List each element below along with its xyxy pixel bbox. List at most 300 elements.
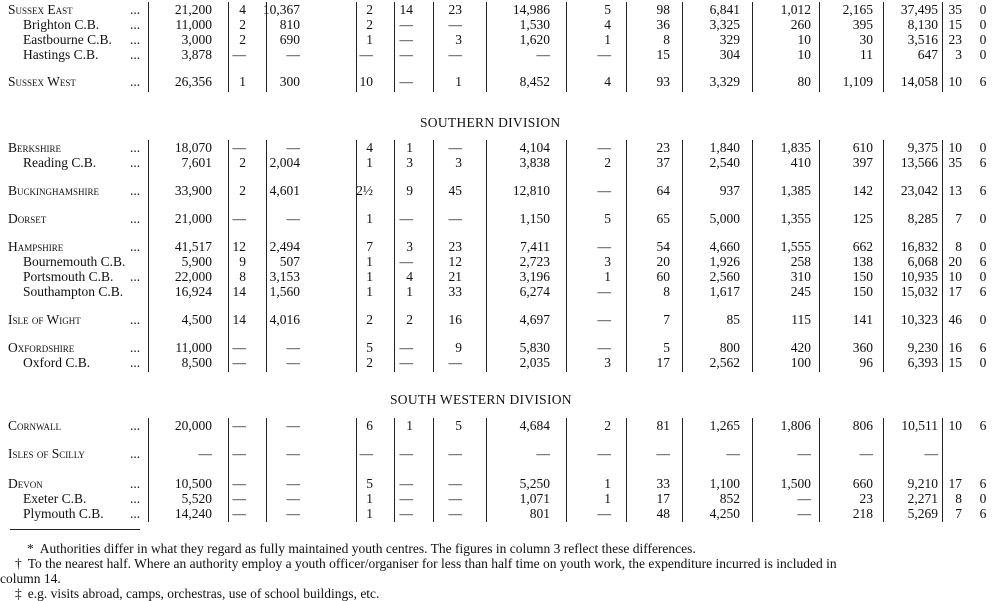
table-cell-col-10: 7 [663, 312, 670, 327]
table-cell-col-10: 65 [656, 211, 670, 226]
table-cell-col-14: 8,285 [907, 211, 938, 226]
table-cell-col-2: 16,924 [174, 284, 212, 299]
table-cell-col-15: 7 [955, 211, 962, 226]
table-cell-col-3: 8 [239, 269, 246, 284]
table-cell-col-2: 3,878 [181, 47, 212, 62]
table-cell-col-5: 7 [366, 239, 373, 254]
division-heading: SOUTHERN DIVISION [420, 115, 561, 130]
table-cell-col-5: 5 [366, 340, 373, 355]
authority-name: Isle of Wight [8, 312, 81, 327]
table-cell-col-12: 1,806 [780, 418, 811, 433]
table-cell-col-14: 10,511 [901, 418, 938, 433]
table-cell-col-6: 14 [399, 2, 413, 17]
table-cell-col-12: 258 [790, 254, 811, 269]
table-cell-col-3: — [232, 418, 246, 433]
table-cell-col-10: 60 [656, 269, 670, 284]
table-cell-col-5: — [359, 47, 373, 62]
table-cell-col-11: 1,265 [709, 418, 740, 433]
leader-dots: ... [130, 506, 141, 521]
table-cell-col-10: 48 [656, 506, 670, 521]
table-cell-col-8: 5,830 [519, 340, 550, 355]
table-cell-col-9: 2 [604, 418, 611, 433]
authority-name: Brighton C.B. [23, 17, 100, 32]
table-cell-col-7: 33 [448, 284, 462, 299]
footnote [0, 571, 995, 586]
table-cell-col-12: 1,500 [780, 476, 811, 491]
authority-name: Oxfordshire [8, 340, 75, 355]
table-cell-col-15: 15 [948, 355, 962, 370]
table-cell-col-7: 23 [448, 239, 462, 254]
table-cell-col-3: — [232, 476, 246, 491]
table-cell-col-9: — [597, 239, 611, 254]
table-cell-col-2: 21,000 [174, 211, 212, 226]
table-cell-col-14: 5,269 [907, 506, 938, 521]
table-cell-col-6: — [399, 491, 413, 506]
table-cell-col-16: 6 [979, 418, 987, 433]
table-cell-col-13: 397 [852, 155, 873, 170]
table-cell-col-7: — [448, 355, 462, 370]
table-cell-col-2: 33,900 [174, 183, 212, 198]
leader-dots: ... [130, 155, 141, 170]
table-cell-col-4: 690 [279, 32, 300, 47]
leader-dots: ... [130, 491, 141, 506]
table-cell-col-16: 0 [979, 239, 987, 254]
table-cell-col-14: 10,935 [900, 269, 938, 284]
footnote-separator [10, 529, 140, 530]
table-cell-col-5: 1 [366, 506, 373, 521]
table-cell-col-16: 0 [979, 269, 987, 284]
table-cell-col-6: 1 [406, 418, 413, 433]
table-cell-col-2: 7,601 [181, 155, 212, 170]
table-cell-col-6: — [399, 254, 413, 269]
table-cell-col-4: — [286, 47, 300, 62]
table-cell-col-16: 0 [979, 17, 987, 32]
table-cell-col-9: 1 [604, 491, 611, 506]
table-cell-col-10: 5 [663, 340, 670, 355]
authority-name: Hampshire [8, 239, 64, 254]
table-cell-col-7: 12 [448, 254, 462, 269]
table-cell-col-3: — [232, 140, 246, 155]
table-cell-col-10: 93 [656, 74, 670, 89]
table-cell-col-14: 6,393 [907, 355, 938, 370]
table-cell-col-10: 8 [663, 32, 670, 47]
table-cell-col-8: 5,250 [519, 476, 550, 491]
table-cell-col-2: 26,356 [174, 74, 212, 89]
table-cell-col-16: 6 [979, 284, 987, 299]
table-cell-col-9: — [597, 47, 611, 62]
table-cell-col-9: — [597, 340, 611, 355]
table-cell-col-9: — [597, 506, 611, 521]
table-cell-col-14: 23,042 [900, 183, 938, 198]
table-cell-col-13: 125 [852, 211, 873, 226]
authority-name: Sussex West [8, 74, 76, 89]
table-cell-col-2: 11,000 [175, 17, 212, 32]
table-cell-col-7: 3 [455, 32, 462, 47]
table-cell-col-9: — [597, 183, 611, 198]
table-cell-col-15: 3 [955, 47, 962, 62]
leader-dots: ... [130, 355, 141, 370]
table-cell-col-3: 14 [232, 284, 246, 299]
table-cell-col-8: 1,150 [519, 211, 550, 226]
table-cell-col-4: — [286, 491, 300, 506]
table-cell-col-16: 0 [979, 491, 987, 506]
authority-name: Sussex East [8, 2, 73, 17]
table-cell-col-15: 15 [948, 17, 962, 32]
table-cell-col-4: 810 [279, 17, 300, 32]
authority-name: Oxford C.B. [23, 355, 91, 370]
table-cell-col-4: — [286, 446, 300, 461]
table-cell-col-11: 800 [719, 340, 740, 355]
table-cell-col-15: 8 [955, 491, 962, 506]
table-cell-col-7: — [448, 140, 462, 155]
table-cell-col-4: — [286, 211, 300, 226]
leader-dots: ... [130, 32, 141, 47]
table-cell-col-5: 2 [366, 355, 373, 370]
table-cell-col-4: — [286, 476, 300, 491]
table-cell-col-16: 0 [979, 211, 987, 226]
table-row [0, 140, 1000, 155]
table-cell-col-8: 7,411 [520, 239, 550, 254]
table-cell-col-6: — [399, 506, 413, 521]
table-cell-col-10: 20 [656, 254, 670, 269]
table-cell-col-16: 6 [979, 155, 987, 170]
table-cell-col-9: — [597, 312, 611, 327]
table-row [0, 254, 1000, 269]
table-cell-col-8: 2,035 [519, 355, 550, 370]
table-cell-col-3: — [232, 47, 246, 62]
table-cell-col-15: 10 [948, 74, 962, 89]
table-cell-col-12: — [797, 506, 811, 521]
authority-name: Hastings C.B. [23, 47, 99, 62]
table-row [0, 269, 1000, 284]
table-cell-col-15: 17 [948, 284, 962, 299]
table-cell-col-10: 98 [656, 2, 670, 17]
leader-dots: ... [130, 312, 141, 327]
table-cell-col-15: 23 [948, 32, 962, 47]
table-cell-col-6: 3 [406, 155, 413, 170]
leader-dots: ... [130, 211, 141, 226]
table-cell-col-12: 245 [790, 284, 811, 299]
table-cell-col-12: 1,385 [780, 183, 811, 198]
table-cell-col-2: 5,900 [181, 254, 212, 269]
table-cell-col-12: 410 [790, 155, 811, 170]
footnote-text: column 14. [0, 571, 61, 586]
table-cell-col-2: 11,000 [175, 340, 212, 355]
table-row [0, 17, 1000, 32]
table-cell-col-14: 15,032 [900, 284, 938, 299]
table-cell-col-8: 4,104 [519, 140, 550, 155]
table-cell-col-11: 852 [719, 491, 740, 506]
leader-dots: ... [130, 140, 141, 155]
table-cell-col-6: — [399, 17, 413, 32]
table-cell-col-7: — [448, 47, 462, 62]
table-cell-col-11: 1,617 [709, 284, 740, 299]
table-cell-col-12: — [797, 446, 811, 461]
table-cell-col-11: 4,250 [709, 506, 740, 521]
table-cell-col-6: — [399, 340, 413, 355]
table-cell-col-8: — [536, 47, 550, 62]
table-cell-col-12: — [797, 491, 811, 506]
table-cell-col-14: 3,516 [907, 32, 938, 47]
table-cell-col-5: 4 [366, 140, 373, 155]
table-cell-col-15: 10 [948, 140, 962, 155]
table-cell-col-6: — [399, 211, 413, 226]
table-cell-col-11: 304 [719, 47, 740, 62]
table-cell-col-11: 1,100 [709, 476, 740, 491]
table-cell-col-10: 36 [656, 17, 670, 32]
table-cell-col-10: 8 [663, 284, 670, 299]
authority-name: Isles of Scilly [8, 446, 85, 461]
table-cell-col-6: — [399, 47, 413, 62]
table-cell-col-13: 1,109 [842, 74, 873, 89]
table-cell-col-8: 4,684 [519, 418, 550, 433]
table-cell-col-3: 9 [239, 254, 246, 269]
table-cell-col-6: 4 [406, 269, 413, 284]
table-cell-col-4: — [286, 418, 300, 433]
leader-dots: ... [130, 476, 141, 491]
table-cell-col-11: 2,562 [709, 355, 740, 370]
leader-dots: ... [130, 47, 141, 62]
table-cell-col-9: — [597, 284, 611, 299]
leader-dots: ... [130, 340, 141, 355]
table-cell-col-8: 6,274 [519, 284, 550, 299]
table-cell-col-13: 660 [852, 476, 873, 491]
table-cell-col-9: 1 [604, 476, 611, 491]
table-cell-col-4: 10,367 [262, 2, 300, 17]
table-cell-col-8: 1,530 [519, 17, 550, 32]
table-cell-col-7: — [448, 446, 462, 461]
table-cell-col-5: 2 [366, 2, 373, 17]
leader-dots: ... [130, 269, 141, 284]
table-cell-col-5: 10 [359, 74, 373, 89]
table-cell-col-10: 17 [656, 491, 670, 506]
authority-name: Exeter C.B. [23, 491, 87, 506]
table-cell-col-16: 0 [979, 140, 987, 155]
table-cell-col-9: 3 [604, 355, 611, 370]
table-cell-col-10: 23 [656, 140, 670, 155]
table-cell-col-15: 35 [948, 155, 962, 170]
table-cell-col-3: — [232, 446, 246, 461]
table-cell-col-7: — [448, 491, 462, 506]
footnote-mark: * [27, 541, 34, 556]
table-cell-col-7: 45 [448, 183, 462, 198]
footnote-mark: † [15, 556, 22, 571]
table-cell-col-16: 0 [979, 355, 987, 370]
table-cell-col-14: 37,495 [900, 2, 938, 17]
table-cell-col-4: 2,004 [269, 155, 300, 170]
table-cell-col-8: 801 [529, 506, 550, 521]
table-cell-col-2: 20,000 [174, 418, 212, 433]
table-cell-col-3: — [232, 491, 246, 506]
table-cell-col-3: 4 [239, 2, 246, 17]
table-cell-col-5: 2 [366, 312, 373, 327]
table-cell-col-6: 1 [406, 140, 413, 155]
table-cell-col-10: 17 [656, 355, 670, 370]
table-cell-col-7: — [448, 211, 462, 226]
table-cell-col-15: 10 [948, 269, 962, 284]
table-cell-col-7: 16 [448, 312, 462, 327]
table-cell-col-6: 3 [406, 239, 413, 254]
table-cell-col-11: 2,560 [709, 269, 740, 284]
table-cell-col-8: 2,723 [519, 254, 550, 269]
table-cell-col-3: — [232, 340, 246, 355]
table-cell-col-4: — [286, 355, 300, 370]
table-cell-col-13: 11 [860, 47, 873, 62]
table-cell-col-5: 1 [366, 491, 373, 506]
authority-name: Reading C.B. [23, 155, 97, 170]
table-cell-col-2: 8,500 [181, 355, 212, 370]
table-cell-col-10: 54 [656, 239, 670, 254]
authority-name: Bournemouth C.B. [23, 254, 126, 269]
table-cell-col-5: 1 [366, 155, 373, 170]
table-cell-col-11: 937 [719, 183, 740, 198]
table-cell-col-16: 0 [979, 47, 987, 62]
authority-name: Berkshire [8, 140, 62, 155]
table-cell-col-10: 81 [656, 418, 670, 433]
table-cell-col-16: 6 [979, 506, 987, 521]
table-cell-col-6: — [399, 32, 413, 47]
table-cell-col-5: 1 [366, 211, 373, 226]
table-cell-col-5: 2 [366, 17, 373, 32]
authority-name: Portsmouth C.B. [23, 269, 114, 284]
table-cell-col-9: 3 [604, 254, 611, 269]
table-cell-col-5: 1 [366, 269, 373, 284]
table-cell-col-9: 2 [604, 155, 611, 170]
leader-dots: ... [130, 418, 141, 433]
table-cell-col-13: 218 [852, 506, 873, 521]
footnote-text: To the nearest half. Where an authority employ a youth officer/organiser for less than half time on youth work, the expenditure incurred is included in [27, 556, 837, 571]
table-cell-col-14: 9,230 [907, 340, 938, 355]
table-cell-col-10: 64 [656, 183, 670, 198]
table-cell-col-16: 6 [979, 183, 987, 198]
table-row [0, 284, 1000, 299]
table-cell-col-7: — [448, 17, 462, 32]
table-cell-col-3: 1 [239, 74, 246, 89]
table-cell-col-5: 2½ [356, 183, 373, 198]
table-cell-col-13: 150 [852, 269, 873, 284]
table-cell-col-2: 18,070 [174, 140, 212, 155]
table-cell-col-11: 329 [719, 32, 740, 47]
table-cell-col-6: 2 [406, 312, 413, 327]
table-cell-col-16: 0 [979, 2, 987, 17]
table-cell-col-14: 647 [917, 47, 938, 62]
table-cell-col-11: 3,325 [709, 17, 740, 32]
table-cell-col-9: — [597, 140, 611, 155]
table-cell-col-16: 6 [979, 254, 987, 269]
table-cell-col-4: 4,601 [269, 183, 300, 198]
table-row [0, 239, 1000, 254]
table-row [0, 355, 1000, 370]
table-cell-col-10: 33 [656, 476, 670, 491]
table-cell-col-13: 150 [852, 284, 873, 299]
table-row [0, 155, 1000, 170]
table-cell-col-7: 3 [455, 155, 462, 170]
leader-dots: ... [130, 239, 141, 254]
table-cell-col-8: 14,986 [512, 2, 550, 17]
table-cell-col-11: 4,660 [709, 239, 740, 254]
table-cell-col-10: 15 [656, 47, 670, 62]
table-cell-col-16: 6 [979, 476, 987, 491]
table-cell-col-2: 10,500 [174, 476, 212, 491]
table-cell-col-15: 16 [948, 340, 962, 355]
table-cell-col-14: 14,058 [900, 74, 938, 89]
table-cell-col-2: — [198, 446, 212, 461]
leader-dots: ... [130, 446, 141, 461]
table-cell-col-7: — [448, 476, 462, 491]
table-cell-col-12: 1,355 [780, 211, 811, 226]
table-cell-col-6: 1 [406, 284, 413, 299]
table-cell-col-5: — [359, 446, 373, 461]
table-cell-col-4: 4,016 [269, 312, 300, 327]
table-cell-col-3: 14 [232, 312, 246, 327]
authority-name: Southampton C.B. [23, 284, 124, 299]
table-cell-col-12: 1,835 [780, 140, 811, 155]
table-cell-col-14: 2,271 [907, 491, 938, 506]
table-cell-col-12: 310 [790, 269, 811, 284]
table-cell-col-5: 6 [366, 418, 373, 433]
authority-name: Buckinghamshire [8, 183, 100, 198]
leader-dots: ... [130, 2, 141, 17]
table-cell-col-9: 1 [604, 269, 611, 284]
table-cell-col-9: 4 [604, 17, 611, 32]
table-cell-col-6: — [399, 74, 413, 89]
table-cell-col-4: 1,560 [269, 284, 300, 299]
table-cell-col-7: 1 [455, 74, 462, 89]
table-cell-col-2: 5,520 [181, 491, 212, 506]
table-cell-col-11: 1,840 [709, 140, 740, 155]
table-cell-col-12: 1,012 [780, 2, 811, 17]
table-cell-col-12: 260 [790, 17, 811, 32]
table-cell-col-13: 138 [852, 254, 873, 269]
table-cell-col-11: 85 [726, 312, 740, 327]
table-row [0, 340, 1000, 355]
table-row [0, 2, 1000, 17]
table-cell-col-3: 12 [232, 239, 246, 254]
table-cell-col-13: 2,165 [842, 2, 873, 17]
table-cell-col-9: 5 [604, 211, 611, 226]
table-cell-col-6: — [399, 476, 413, 491]
table-cell-col-2: 22,000 [174, 269, 212, 284]
table-row [0, 491, 1000, 506]
table-cell-col-3: — [232, 506, 246, 521]
table-cell-col-11: — [726, 446, 740, 461]
table-cell-col-16: 0 [979, 312, 987, 327]
table-cell-col-7: 9 [455, 340, 462, 355]
table-row [0, 47, 1000, 62]
table-cell-col-5: 1 [366, 32, 373, 47]
table-cell-col-4: 300 [279, 74, 300, 89]
table-cell-col-2: 41,517 [174, 239, 212, 254]
table-cell-col-4: — [286, 340, 300, 355]
table-cell-col-11: 3,329 [709, 74, 740, 89]
table-cell-col-6: 9 [406, 183, 413, 198]
division-heading: SOUTH WESTERN DIVISION [390, 392, 572, 407]
authority-name: Plymouth C.B. [23, 506, 104, 521]
table-cell-col-16: 6 [979, 74, 987, 89]
footnote [15, 586, 1000, 601]
footnote-text: e.g. visits abroad, camps, orchestras, use of school buildings, etc. [27, 586, 380, 601]
authority-name: Dorset [8, 211, 47, 226]
table-cell-col-14: 9,375 [907, 140, 938, 155]
table-cell-col-8: 1,071 [519, 491, 550, 506]
table-cell-col-13: 30 [859, 32, 873, 47]
table-cell-col-8: — [536, 446, 550, 461]
footnote-mark: ‡ [15, 586, 22, 601]
table-cell-col-15: 35 [948, 2, 962, 17]
table-cell-col-13: — [859, 446, 873, 461]
authority-name: Devon [8, 476, 43, 491]
table-cell-col-13: 610 [852, 140, 873, 155]
